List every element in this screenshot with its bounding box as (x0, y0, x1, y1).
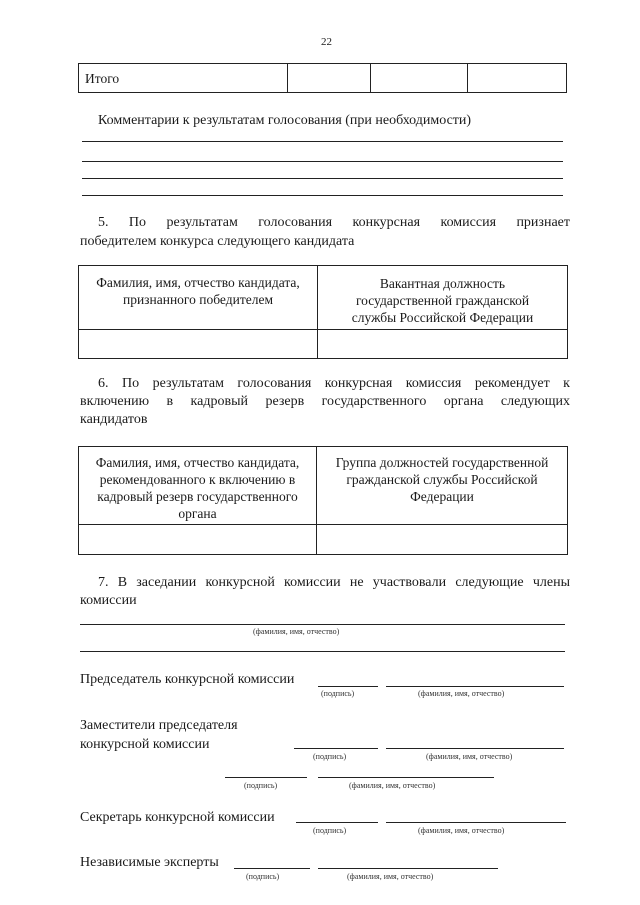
secretary-name-hint: (фамилия, имя, отчество) (418, 826, 505, 835)
deputy2-sign-line[interactable] (225, 777, 307, 778)
secretary-name-line[interactable] (386, 822, 566, 823)
chairman-label: Председатель конкурсной комиссии (80, 672, 295, 687)
deputy1-sign-hint: (подпись) (313, 752, 347, 761)
total-table (78, 63, 567, 93)
page-number: 22 (321, 36, 332, 48)
reserve-header-name-line: кадровый резерв государственного (97, 489, 298, 504)
experts-name-hint: (фамилия, имя, отчество) (347, 872, 434, 881)
winner-empty-cell (79, 330, 318, 359)
section6-text-line3: кандидатов (80, 412, 148, 427)
reserve-empty-cell (79, 525, 317, 555)
deputies-label-line1: Заместители председателя (80, 718, 238, 733)
deputy1-name-hint: (фамилия, имя, отчество) (426, 752, 513, 761)
total-cell-2 (371, 64, 468, 93)
section5-text-line1: 5. По результатам голосования конкурсная комиссия признает (98, 215, 570, 230)
comments-line-1 (82, 141, 563, 142)
reserve-empty-cell (317, 525, 568, 555)
reserve-header-group-line: Федерации (410, 489, 474, 504)
section5-text-line2: победителем конкурса следующего кандидата (80, 234, 355, 249)
winner-header-name-line: Фамилия, имя, отчество кандидата, (96, 275, 300, 290)
winner-header-position (318, 266, 568, 330)
section7-text-line2: комиссии (80, 593, 137, 608)
comments-line-2 (82, 161, 563, 162)
section7-text-line1: 7. В заседании конкурсной комиссии не участвовали следующие члены (98, 575, 570, 590)
deputies-label-line2: конкурсной комиссии (80, 737, 210, 752)
experts-name-line[interactable] (318, 868, 498, 869)
winner-header-position-line: Вакантная должность (379, 276, 506, 291)
chairman-name-hint: (фамилия, имя, отчество) (418, 689, 505, 698)
deputy2-name-hint: (фамилия, имя, отчество) (349, 781, 436, 790)
secretary-sign-hint: (подпись) (313, 826, 347, 835)
deputy2-sign-hint: (подпись) (244, 781, 278, 790)
total-label: Итого (85, 70, 120, 86)
deputy2-name-line[interactable] (318, 777, 494, 778)
reserve-header-name-line: органа (178, 506, 217, 521)
absent-members-line-1 (80, 624, 565, 625)
reserve-table (78, 446, 568, 555)
winner-empty-cell (318, 330, 568, 359)
chairman-sign-hint: (подпись) (321, 689, 355, 698)
experts-label: Независимые эксперты (80, 855, 219, 870)
reserve-header-group (317, 447, 568, 525)
section6-text-line1: 6. По результатам голосования конкурсная комиссия рекомендует к (98, 376, 570, 391)
chairman-sign-line[interactable] (318, 686, 378, 687)
reserve-header-name-line: Фамилия, имя, отчество кандидата, (95, 455, 300, 470)
total-cell-1 (288, 64, 371, 93)
deputy1-sign-line[interactable] (294, 748, 378, 749)
winner-table (78, 265, 568, 359)
secretary-label: Секретарь конкурсной комиссии (80, 810, 275, 825)
secretary-sign-line[interactable] (296, 822, 378, 823)
reserve-header-group-line: Группа должностей государственной (335, 455, 549, 470)
comments-line-4 (82, 195, 563, 196)
winner-header-position-line: службы Российской Федерации (351, 310, 534, 325)
absent-members-hint: (фамилия, имя, отчество) (253, 627, 340, 636)
total-cell-3 (468, 64, 567, 93)
absent-members-line-2 (80, 651, 565, 652)
reserve-header-group-line: гражданской службы Российской (346, 472, 538, 487)
winner-header-name-line: признанного победителем (122, 292, 273, 307)
reserve-header-name (79, 447, 317, 525)
winner-header-position-line: государственной гражданской (355, 293, 530, 308)
deputy1-name-line[interactable] (386, 748, 564, 749)
section6-text-line2: включению в кадровый резерв государственного органа следующих (80, 394, 570, 409)
chairman-name-line[interactable] (386, 686, 564, 687)
comments-line-3 (82, 178, 563, 179)
reserve-header-name-line: рекомендованного к включению в (99, 472, 296, 487)
winner-header-name (79, 266, 318, 330)
comments-label: Комментарии к результатам голосования (при необходимости) (98, 113, 472, 128)
experts-sign-line[interactable] (234, 868, 310, 869)
total-label-cell (79, 64, 288, 93)
experts-sign-hint: (подпись) (246, 872, 280, 881)
